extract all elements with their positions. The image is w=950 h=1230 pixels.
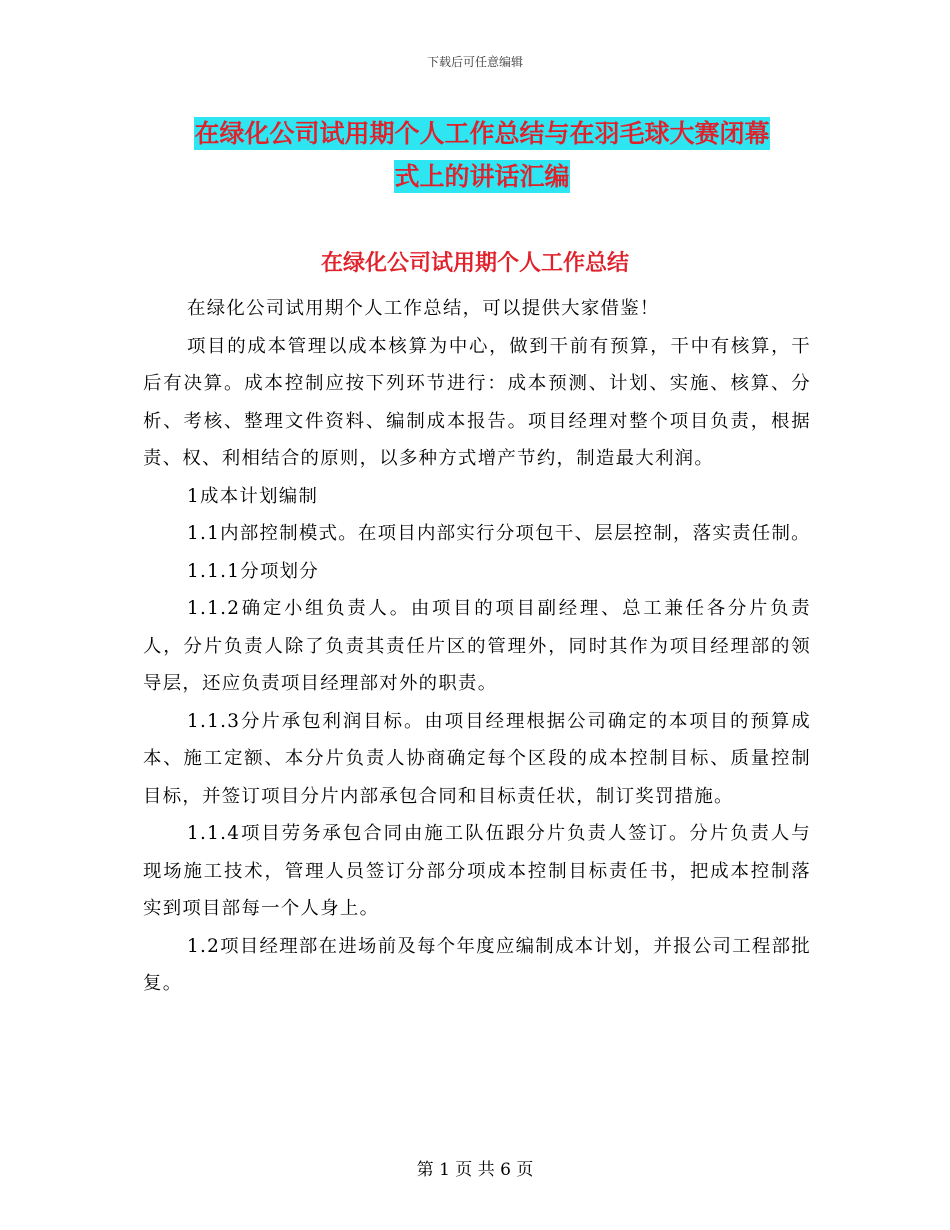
paragraph: 1成本计划编制 bbox=[187, 485, 319, 507]
paragraph: 1.1.1分项划分 bbox=[187, 560, 320, 582]
page-footer: 第 1 页 共 6 页 bbox=[416, 1160, 534, 1180]
paragraph: 1.1内部控制模式。在项目内部实行分项包干、层层控制，落实责任制。 bbox=[187, 523, 811, 544]
title-line-2: 式上的讲话汇编 bbox=[394, 162, 570, 191]
paragraph: 项目的成本管理以成本核算为中心，做到干前有预算，干中有核算，干后有决算。成本控制应按下列环节进行：成本预测、计划、实施、核算、分析、考核、整理文件资料、编制成本报告。项目经理对整个项目负责，根据责、权、利相结合的原则，以多种方式增产节约，制造最大利润。 bbox=[143, 335, 811, 469]
title-line-1: 在绿化公司试用期个人工作总结与在羽毛球大赛闭幕 bbox=[194, 119, 770, 148]
section-title: 在绿化公司试用期个人工作总结 bbox=[320, 251, 629, 276]
header-note: 下载后可任意编辑 bbox=[426, 55, 523, 69]
body-text bbox=[143, 290, 811, 1003]
paragraph: 1.1.2确定小组负责人。由项目的项目副经理、总工兼任各分片负责人，分片负责人除了负责其责任片区的管理外，同时其作为项目经理部的领导层，还应负责项目经理部对外的职责。 bbox=[143, 598, 811, 694]
paragraph: 1.1.3分片承包利润目标。由项目经理根据公司确定的本项目的预算成本、施工定额、本分片负责人协商确定每个区段的成本控制目标、质量控制目标，并签订项目分片内部承包合同和目标责任状，制订奖罚措施。 bbox=[143, 710, 811, 807]
paragraph: 在绿化公司试用期个人工作总结，可以提供大家借鉴！ bbox=[187, 298, 660, 319]
document-title bbox=[142, 112, 822, 198]
paragraph: 1.1.4项目劳务承包合同由施工队伍跟分片负责人签订。分片负责人与现场施工技术，管理人员签订分部分项成本控制目标责任书，把成本控制落实到项目部每一个人身上。 bbox=[143, 823, 811, 919]
paragraph: 1.2项目经理部在进场前及每个年度应编制成本计划，并报公司工程部批复。 bbox=[143, 935, 811, 994]
